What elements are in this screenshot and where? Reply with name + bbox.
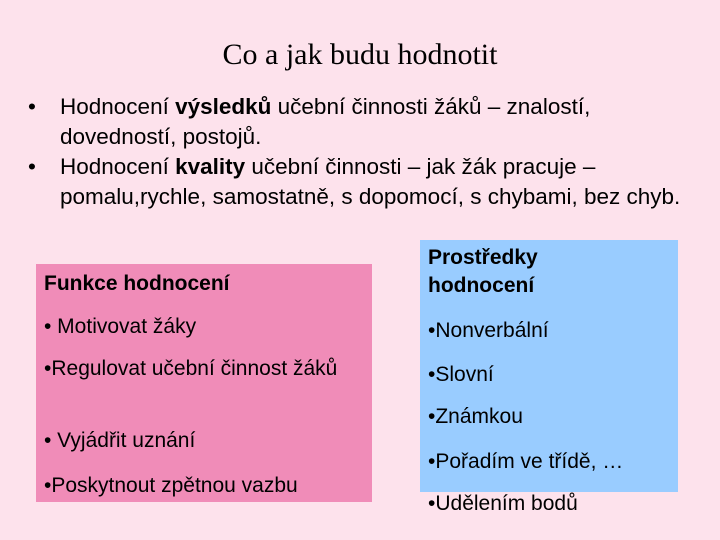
bullet-prefix: Hodnocení xyxy=(60,154,176,179)
functions-heading: Funkce hodnocení xyxy=(44,272,230,295)
slide-title: Co a jak budu hodnotit xyxy=(222,38,498,71)
functions-item: •Poskytnout zpětnou vazbu xyxy=(44,474,298,497)
bullet-suffix: učební činnosti žáků – znalostí, dovedností, postojů. xyxy=(60,94,591,149)
bullet-dot: • xyxy=(28,94,36,119)
means-item: •Pořadím ve třídě, … xyxy=(428,450,624,473)
means-item: •Slovní xyxy=(428,363,494,386)
functions-item: •Regulovat učební činnost žáků xyxy=(44,357,338,380)
bullet-suffix: učební činnosti – jak žák pracuje – pomalu,rychle, samostatně, s dopomocí, s chybami, bez chyb. xyxy=(60,154,681,209)
bullet-prefix: Hodnocení xyxy=(60,94,176,119)
bullet-dot: • xyxy=(28,154,36,179)
bullet-item xyxy=(28,152,698,212)
means-item: •Známkou xyxy=(428,405,523,428)
functions-box xyxy=(36,264,372,502)
functions-item: • Motivovat žáky xyxy=(44,315,197,338)
bullet-emphasis: kvality xyxy=(175,154,246,179)
bullet-emphasis: výsledků xyxy=(175,94,272,119)
means-item: •Nonverbální xyxy=(428,319,549,342)
means-item: •Udělením bodů xyxy=(428,492,578,515)
bullet-list xyxy=(28,92,698,212)
functions-item: • Vyjádřit uznání xyxy=(44,429,196,452)
bullet-item xyxy=(28,92,698,152)
means-heading: Prostředky hodnocení xyxy=(428,246,538,297)
